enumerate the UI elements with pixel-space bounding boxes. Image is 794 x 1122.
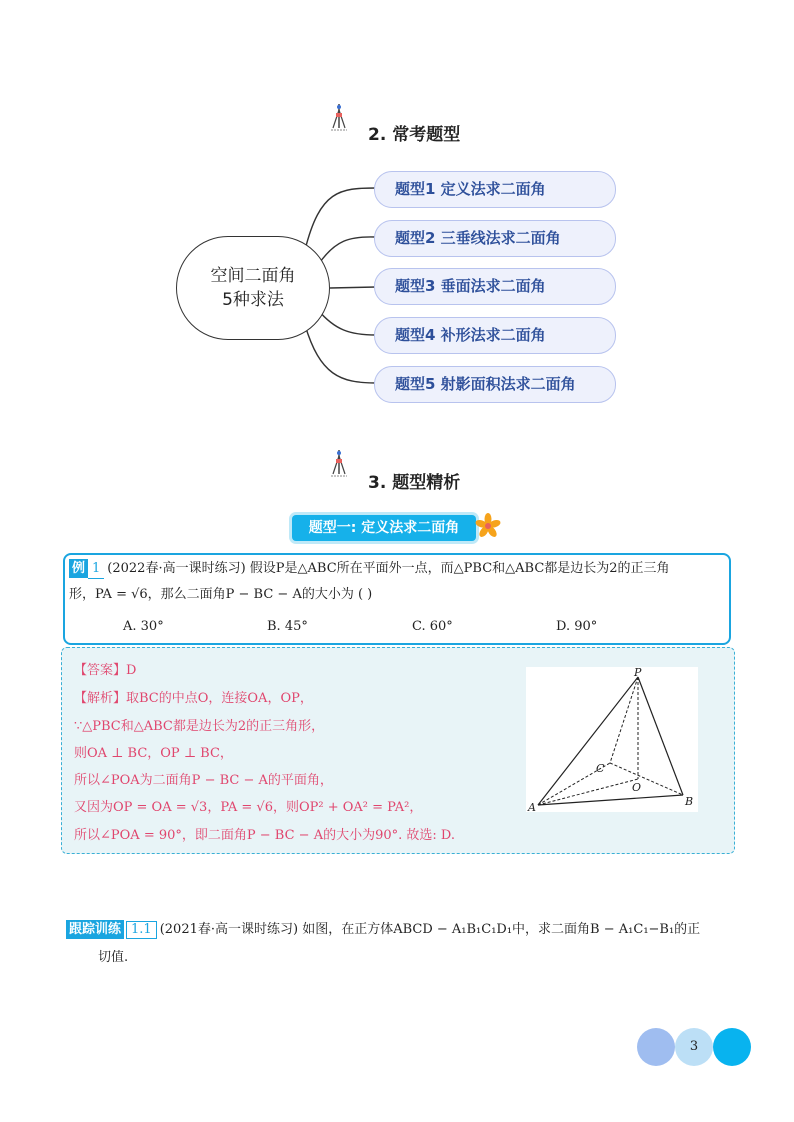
example-text-1: (2022春·高一课时练习) 假设P是△ABC所在平面外一点，而△PBC和△ABC都是边长为2的正三角	[107, 561, 670, 576]
figure-label-c: C	[596, 762, 605, 775]
answer-line-6: 又因为OP = OA = √3，PA = √6，则OP² + OA² = PA²，	[74, 800, 423, 815]
followup-text-2: 切值.	[98, 950, 129, 965]
mindmap-branch-3: 题型3 垂面法求二面角	[374, 268, 616, 305]
mindmap-branch-2: 题型2 三垂线法求二面角	[374, 220, 616, 257]
answer-line-3: ∵△PBC和△ABC都是边长为2的正三角形，	[74, 719, 325, 734]
figure-label-a: A	[528, 801, 536, 812]
example-option-c: C. 60°	[412, 619, 453, 634]
drafting-compass-figure-icon	[330, 102, 348, 132]
topic-banner: 题型一: 定义法求二面角	[292, 515, 476, 541]
mindmap-center-node	[176, 236, 330, 340]
answer-line-2: 【解析】取BC的中点O，连接OA，OP，	[74, 691, 313, 706]
mindmap-branch-5: 题型5 射影面积法求二面角	[374, 366, 616, 403]
example-option-b: B. 45°	[267, 619, 308, 634]
figure-label-p: P	[634, 667, 642, 679]
followup-line-1	[66, 918, 700, 939]
example-tag: 例	[69, 559, 88, 578]
section-3-heading	[328, 446, 488, 493]
example-number: 1	[88, 560, 104, 579]
section-2-heading	[328, 100, 488, 144]
answer-line-5: 所以∠POA为二面角P − BC − A的平面角，	[74, 773, 333, 788]
followup-number: 1.1	[126, 921, 157, 939]
example-option-d: D. 90°	[556, 619, 598, 634]
drafting-compass-figure-icon	[330, 448, 348, 478]
page-circle-left	[637, 1028, 675, 1066]
followup-text-1: (2021春·高一课时练习) 如图，在正方体ABCD − A₁B₁C₁D₁中，求二面角B − A₁C₁−B₁的正	[159, 922, 701, 937]
example-line-1	[69, 557, 670, 581]
figure-label-b: B	[685, 795, 694, 808]
figure-label-o: O	[632, 781, 642, 794]
example-option-a: A. 30°	[123, 619, 164, 634]
flower-icon	[474, 512, 502, 540]
answer-line-4: 则OA ⊥ BC，OP ⊥ BC，	[74, 746, 233, 761]
example-text-2: 形，PA = √6，那么二面角P − BC − A的大小为 ( )	[69, 587, 373, 602]
page-number: 3	[689, 1039, 699, 1054]
mindmap-center-line2: 5种求法	[222, 290, 284, 310]
answer-line-1: 【答案】D	[74, 663, 137, 678]
section-3-title: 3. 题型精析	[368, 473, 461, 493]
page-circle-right	[713, 1028, 751, 1066]
mindmap-branch-4: 题型4 补形法求二面角	[374, 317, 616, 354]
mindmap-branch-1: 题型1 定义法求二面角	[374, 171, 616, 208]
answer-line-7: 所以∠POA = 90°，即二面角P − BC − A的大小为90°. 故选: D.	[74, 828, 455, 843]
page-number-indicator	[637, 1028, 751, 1066]
mindmap-center-line1: 空间二面角	[210, 266, 296, 286]
section-2-title: 2. 常考题型	[368, 125, 461, 145]
tetrahedron-figure	[526, 667, 698, 812]
followup-tag: 跟踪训练	[66, 920, 124, 939]
example-box	[63, 553, 731, 645]
